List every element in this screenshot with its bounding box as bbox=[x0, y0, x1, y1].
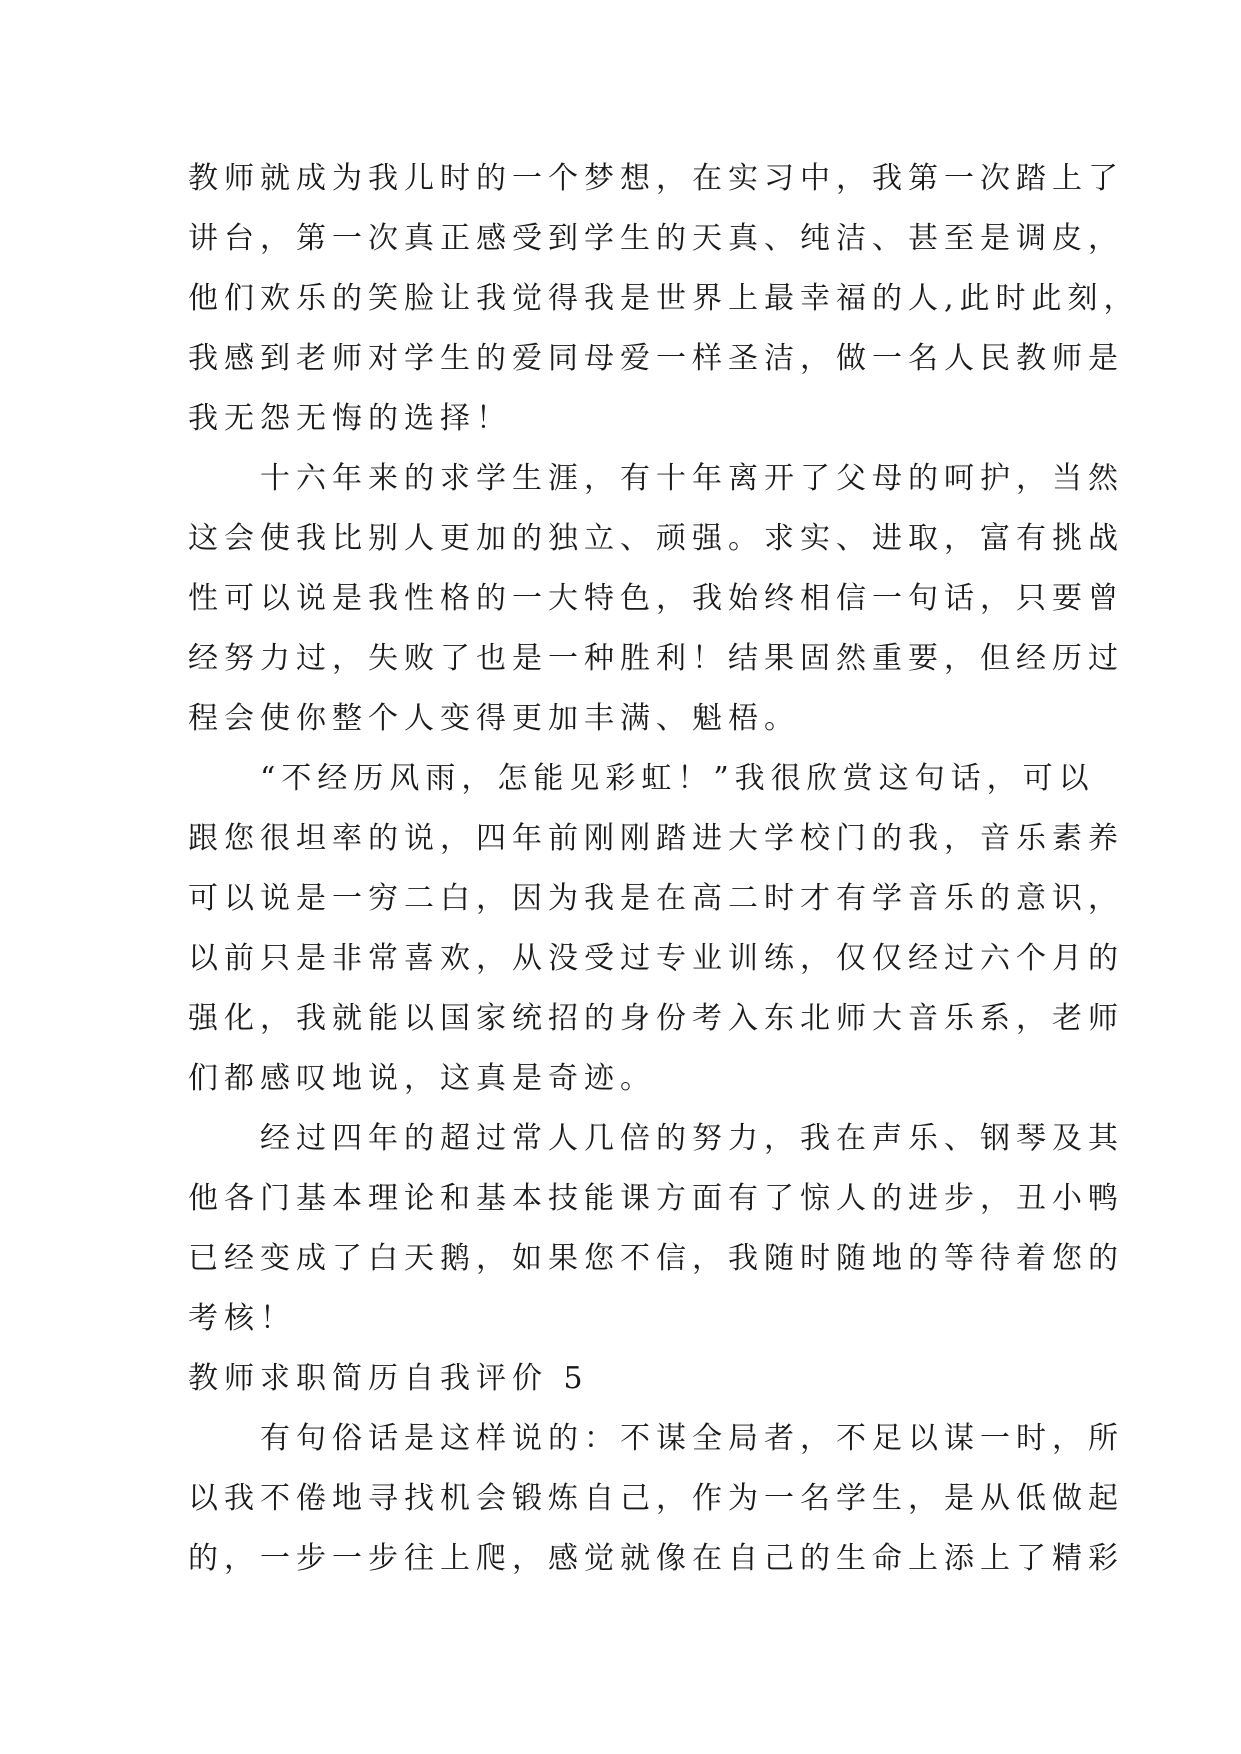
text-line: 我无怨无悔的选择！ bbox=[188, 401, 512, 436]
text-line: 教师就成为我儿时的一个梦想，在实习中，我第一次踏上了 bbox=[188, 161, 1124, 196]
text-line: 的，一步一步往上爬，感觉就像在自己的生命上添上了精彩 bbox=[188, 1541, 1124, 1576]
text-line: 性可以说是我性格的一大特色，我始终相信一句话，只要曾 bbox=[188, 581, 1124, 616]
text-line: 他们欢乐的笑脸让我觉得我是世界上最幸福的人,此时此刻， bbox=[188, 281, 1140, 316]
text-line: 考核！ bbox=[188, 1301, 296, 1336]
document-body bbox=[188, 159, 1140, 1599]
text-line: 经过四年的超过常人几倍的努力，我在声乐、钢琴及其 bbox=[188, 1121, 1124, 1156]
text-line: 讲台，第一次真正感受到学生的天真、纯洁、甚至是调皮， bbox=[188, 221, 1124, 256]
text-line: 程会使你整个人变得更加丰满、魁梧。 bbox=[188, 701, 800, 736]
text-line: 我感到老师对学生的爱同母爱一样圣洁，做一名人民教师是 bbox=[188, 341, 1124, 376]
text-line: 以我不倦地寻找机会锻炼自己，作为一名学生，是从低做起 bbox=[188, 1481, 1124, 1516]
text-line: 他各门基本理论和基本技能课方面有了惊人的进步，丑小鸭 bbox=[188, 1181, 1124, 1216]
text-line: 有句俗话是这样说的：不谋全局者，不足以谋一时，所 bbox=[188, 1421, 1124, 1456]
text-line: 十六年来的求学生涯，有十年离开了父母的呵护，当然 bbox=[188, 461, 1124, 496]
text-line: 这会使我比别人更加的独立、顽强。求实、进取，富有挑战 bbox=[188, 521, 1124, 556]
text-line: 强化，我就能以国家统招的身份考入东北师大音乐系，老师 bbox=[188, 1001, 1124, 1036]
text-line: 以前只是非常喜欢，从没受过专业训练，仅仅经过六个月的 bbox=[188, 941, 1124, 976]
text-line: 已经变成了白天鹅，如果您不信，我随时随地的等待着您的 bbox=[188, 1241, 1124, 1276]
section-heading: 教师求职简历自我评价 5 bbox=[188, 1361, 589, 1396]
text-line: “不经历风雨，怎能见彩虹！”我很欣赏这句话，可以 bbox=[188, 761, 1095, 796]
text-line: 们都感叹地说，这真是奇迹。 bbox=[188, 1061, 656, 1096]
text-line: 经努力过，失败了也是一种胜利！结果固然重要，但经历过 bbox=[188, 641, 1124, 676]
text-line: 可以说是一穷二白，因为我是在高二时才有学音乐的意识， bbox=[188, 881, 1124, 916]
text-line: 跟您很坦率的说，四年前刚刚踏进大学校门的我，音乐素养 bbox=[188, 821, 1124, 856]
